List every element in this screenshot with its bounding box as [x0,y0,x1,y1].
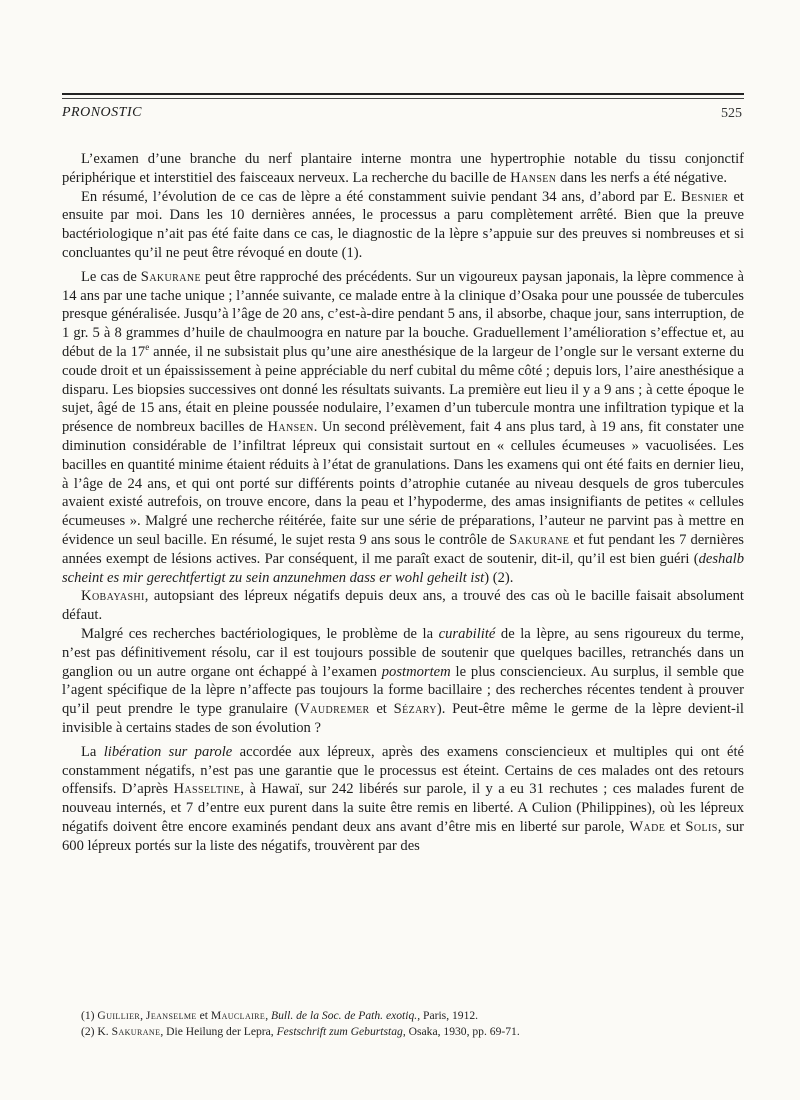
paragraph: Malgré ces recherches bactériologiques, le problème de la curabilité de la lèpre, au sens rigoureux du terme, n’est pas définitivement résolu, car il est toujours possible de soutenir que quelques bacilles, retranchés dans un ganglion ou un autre organe ont échappé à l’examen postmortem le plus consciencieux. Au surplus, il semble que l’agent spécifique de la lèpre n’affecte pas toujours la forme bacillaire ; des recherches récentes tendent à prouver qu’il peut prendre le type granulaire (Vaudremer et Sézary). Peut-être même le germe de la lèpre devient-il invisible à certains stades de son évolution ? [62,625,745,736]
paragraph: Le cas de Sakurane peut être rapproché des précédents. Sur un vigoureux paysan japonais, la lèpre commence à 14 ans par une tache unique ; l’année suivante, ce malade entre à la clinique d’Osaka pour une poussée de tubercules presque généralisée. Jusqu’à l’âge de 20 ans, c’est-à-dire pendant 5 ans, il absorbe, chaque jour, sans interruption, de 1 gr. 5 à 8 grammes d’huile de chaulmoogra en nature par la bouche. Graduellement l’amélioration s’effectue et, au début de la 17e année, il ne subsistait plus qu’une aire anesthésique de la largeur de l’ongle sur le versant externe du coude droit et un épaississement à peine appréciable du nerf cubital du même côté ; depuis lors, l’aire anesthésique a disparu. Les biopsies successives ont donné les résultats suivants. La première eut lieu il y a 9 ans ; à cette époque le sujet, âgé de 15 ans, était en pleine poussée nodulaire, l’examen d’un tubercule montra une infiltration typique et la présence de nombreux bacilles de Hansen. Un second prélèvement, fait 4 ans plus tard, à 19 ans, fit constater une diminution considérable de l’infiltrat lépreux qui consistait surtout en « cellules écumeuses » vacuolisées. Les bacilles en quantité minime étaient réduits à l’état de granulations. Dans les examens qui ont été faits en dernier lieu, à l’âge de 24 ans, et qui ont porté sur différents points d’atrophie cutanée au niveau desquels de gros tubercules avaient existé autrefois, on trouve encore, dans la peau et l’hypoderme, des amas insignifiants de petites « cellules écumeuses ». Malgré une recherche réitérée, faite sur une série de préparations, l’auteur ne parvint pas à mettre en évidence un seul bacille. En résumé, le sujet resta 9 ans sous le contrôle de Sakurane et fut pendant les 7 dernières années exempt de lésions actives. Par conséquent, il me paraît exact de soutenir, dit-il, qu’il est bien guéri (deshalb scheint es mir gerechtfertigt zu sein anzunehmen dass er wohl geheilt ist) (2). [62,268,745,586]
paragraph: Kobayashi, autopsiant des lépreux négatifs depuis deux ans, a trouvé des cas où le bacille faisait absolument défaut. [62,588,744,624]
footnotes [62,1008,744,1040]
paragraph: L’examen d’une branche du nerf plantaire interne montra une hypertrophie notable du tissu conjonctif périphérique et interstitiel des faisceaux nerveux. La recherche du bacille de Hansen dans les nerfs a été négative. [62,151,744,186]
paragraph: En résumé, l’évolution de ce cas de lèpre a été constamment suivie pendant 34 ans, d’abord par E. Besnier et ensuite par moi. Dans les 10 dernières années, le processus a paru complètement arrêté. Bien que la preuve bactériologique n’ait pas été faite dans ce cas, le diagnostic de la lèpre s’appuie sur des preuves si nombreuses et si concluantes qu’il ne peut être révoqué en doute (1). [62,188,744,261]
section-title: PRONOSTIC [62,105,142,120]
main-text [62,150,744,855]
page-number: 525 [721,106,742,121]
running-head [62,93,744,121]
paragraph: La libération sur parole accordée aux lépreux, après des examens consciencieux et multiples qui ont été constamment négatifs, n’est pas une garantie que le processus est éteint. Certains de ces malades ont des retours offensifs. D’après Hasseltine, à Hawaï, sur 242 libérés sur parole, il y a eu 31 rechutes ; ces malades furent de nouveau internés, et 7 d’entre eux purent dans la suite être remis en liberté. A Culion (Philippines), où les lépreux négatifs doivent être encore examinés pendant deux ans avant d’être mis en liberté sur parole, Wade et Solis, sur 600 lépreux portés sur la liste des négatifs, trouvèrent par des [62,743,744,854]
footnote: (1) Guillier, Jeanselme et Mauclaire, Bull. de la Soc. de Path. exotiq., Paris, 1912. [81,1009,479,1022]
footnote: (2) K. Sakurane, Die Heilung der Lepra, Festschrift zum Geburtstag, Osaka, 1930, pp. 69-71. [81,1025,520,1038]
